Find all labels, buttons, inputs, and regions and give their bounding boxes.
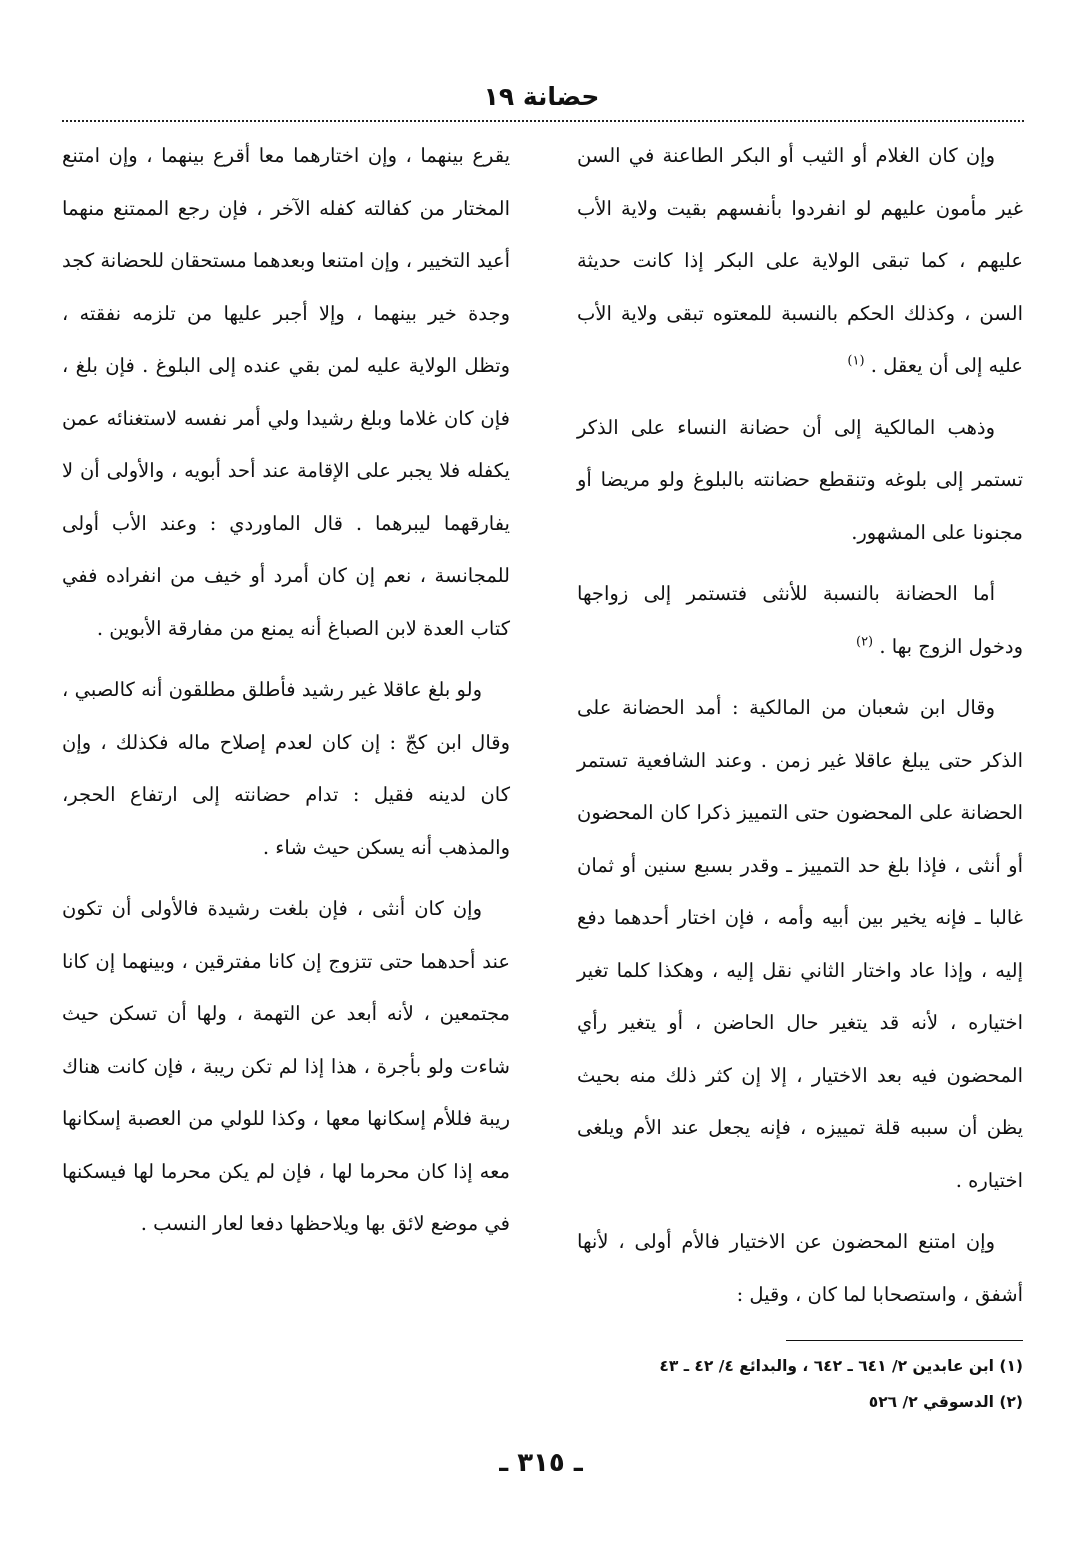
right-column [577, 130, 1023, 1321]
footnote-2: (٢) الدسوقي ٢/ ٥٢٦ [868, 1393, 1023, 1411]
footnote-divider [786, 1340, 1023, 1341]
header-divider [62, 120, 1024, 122]
left-column [62, 130, 510, 1251]
paragraph [577, 568, 1023, 673]
footnote-marker: (٢) [855, 634, 874, 649]
paragraph: وإن كان أنثى ، فإن بلغت رشيدة فالأولى أن تكون عند أحدهما حتى تتزوج إن كانا مفترقين ، وبينهما إن كانا مجتمعين ، لأنه أبعد عن التهمة ، ولها أن تسكن حيث شاءت ولو بأجرة ، هذا إذا لم تكن ريبة ، فإن كانت هناك ريبة فللأم إسكانها معها ، وكذا للولي من العصبة إسكانها معه إذا كان محرما لها ، فإن لم يكن محرما لها فيسكنها في موضع لائق بها ويلاحظها دفعا لعار النسب . [62, 897, 510, 1235]
footnotes [577, 1348, 1023, 1420]
paragraph-text: وإن كان الغلام أو الثيب أو البكر الطاعنة في السن غير مأمون عليهم لو انفردوا بأنفسهم بقيت ولاية الأب عليهم ، كما تبقى الولاية على البكر إذا كانت حديثة السن ، وكذلك الحكم بالنسبة للمعتوه تبقى ولاية الأب عليه إلى أن يعقل . [577, 144, 1023, 377]
paragraph: يقرع بينهما ، وإن اختارهما معا أقرع بينهما ، وإن امتنع المختار من كفالته كفله الآخر ، فإن رجع الممتنع منهما أعيد التخيير ، وإن امتنعا وبعدهما مستحقان للحضانة كجد وجدة خير بينهما ، وإلا أجبر عليها من تلزمه نفقته ، وتظل الولاية عليه لمن بقي عنده إلى البلوغ . فإن بلغ ، فإن كان غلاما وبلغ رشيدا ولي أمر نفسه لاستغنائه عمن يكفله فلا يجبر على الإقامة عند أحد أبويه ، والأولى أن لا يفارقهما ليبرهما . قال الماوردي : وعند الأب أولى للمجانسة ، نعم إن كان أمرد أو خيف من انفراده ففي كتاب العدة لابن الصباغ أنه يمنع من مفارقة الأبوين . [62, 144, 510, 640]
footnote-marker: (١) [847, 353, 865, 369]
paragraph-text: أما الحضانة بالنسبة للأنثى فتستمر إلى زواجها ودخول الزوج بها . [577, 582, 1023, 658]
paragraph [577, 130, 1023, 393]
paragraph: وذهب المالكية إلى أن حضانة النساء على الذكر تستمر إلى بلوغه وتنقطع حضانته بالبلوغ ولو مريضا أو مجنونا على المشهور. [577, 415, 1023, 544]
footnote-1: (١) ابن عابدين ٢/ ٦٤١ ـ ٦٤٢ ، والبدائع ٤/ ٤٢ ـ ٤٣ [659, 1357, 1023, 1375]
page-header-title: حضانة ١٩ [483, 82, 600, 111]
paragraph: وقال ابن شعبان من المالكية : أمد الحضانة على الذكر حتى يبلغ عاقلا غير زمن . وعند الشافعية تستمر الحضانة على المحضون حتى التمييز ذكرا كان المحضون أو أنثى ، فإذا بلغ حد التمييز ـ وقدر بسبع سنين أو ثمان غالبا ـ فإنه يخير بين أبيه وأمه ، فإن اختار أحدهما دفع إليه ، وإذا عاد واختار الثاني نقل إليه ، وهكذا كلما تغير اختياره ، لأنه قد يتغير حال الحاضن ، أو يتغير رأي المحضون فيه بعد الاختيار ، إلا إن كثر ذلك منه بحيث يظن أن سببه قلة تمييزه ، فإنه يجعل عند الأم ويلغى اختياره . [577, 696, 1023, 1192]
page-number: ـ ٣١٥ ـ [499, 1448, 583, 1478]
paragraph: ولو بلغ عاقلا غير رشيد فأطلق مطلقون أنه كالصبي ، وقال ابن كجّ : إن كان لعدم إصلاح ماله فكذلك ، وإن كان لدينه فقيل : تدام حضانته إلى ارتفاع الحجر، والمذهب أنه يسكن حيث شاء . [62, 678, 510, 859]
paragraph: وإن امتنع المحضون عن الاختيار فالأم أولى ، لأنها أشفق ، واستصحابا لما كان ، وقيل : [577, 1230, 1023, 1306]
